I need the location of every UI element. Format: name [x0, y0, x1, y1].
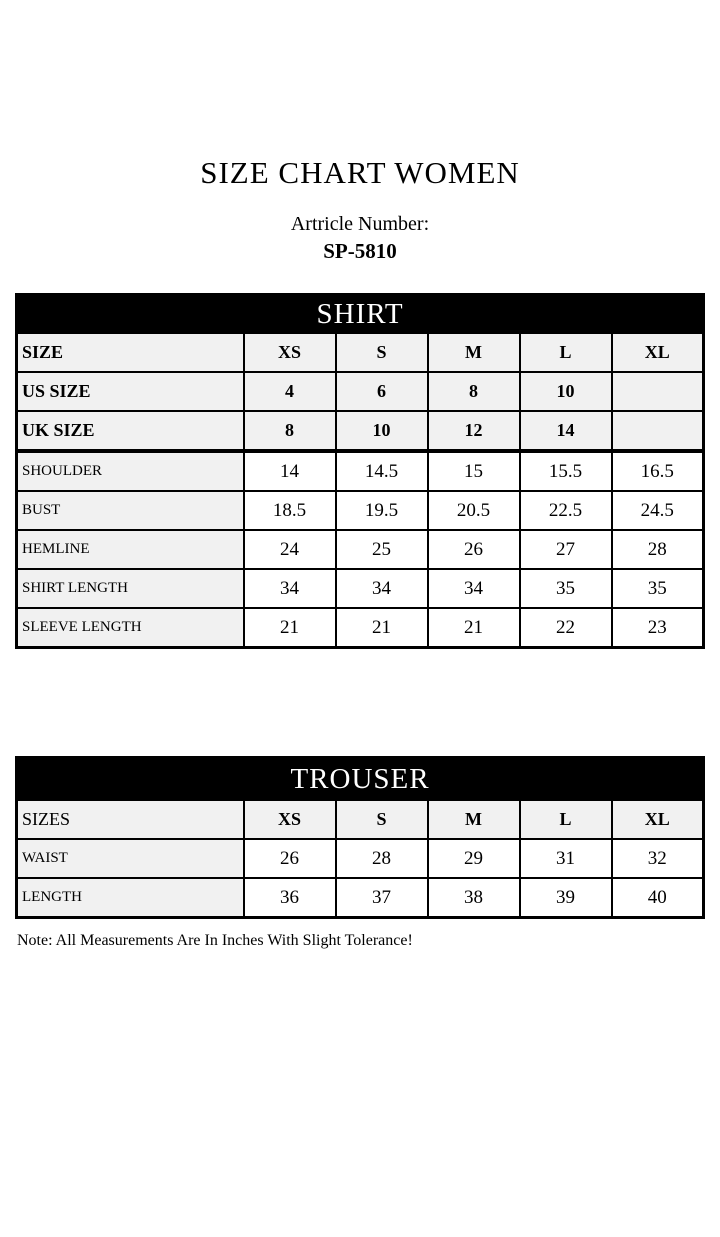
- row-label: US SIZE: [17, 372, 244, 411]
- table-row: [17, 372, 704, 411]
- table-row: [17, 333, 704, 372]
- trouser-size-table: [15, 756, 705, 919]
- size-cell: 28: [336, 839, 428, 878]
- trouser-banner-row: [17, 758, 704, 801]
- table-row: [17, 608, 704, 648]
- size-cell: XS: [244, 333, 336, 372]
- row-label: SIZES: [17, 800, 244, 839]
- size-cell: 31: [520, 839, 612, 878]
- size-cell: 37: [336, 878, 428, 918]
- row-label: SLEEVE LENGTH: [17, 608, 244, 648]
- size-cell: 29: [428, 839, 520, 878]
- size-cell: 19.5: [336, 491, 428, 530]
- table-row: [17, 530, 704, 569]
- size-cell: 10: [336, 411, 428, 451]
- row-label: SHIRT LENGTH: [17, 569, 244, 608]
- table-row: [17, 491, 704, 530]
- size-cell: 8: [428, 372, 520, 411]
- article-number-label: Artricle Number:: [290, 213, 430, 235]
- size-cell: [612, 411, 704, 451]
- table-row: [17, 411, 704, 451]
- size-cell: XL: [612, 800, 704, 839]
- size-cell: 23: [612, 608, 704, 648]
- size-cell: 21: [244, 608, 336, 648]
- size-cell: 12: [428, 411, 520, 451]
- table-row: [17, 569, 704, 608]
- size-cell: 22: [520, 608, 612, 648]
- size-cell: S: [336, 800, 428, 839]
- size-cell: 40: [612, 878, 704, 918]
- shirt-table-title: SHIRT: [17, 295, 704, 334]
- table-row: [17, 839, 704, 878]
- size-cell: 26: [428, 530, 520, 569]
- row-label: LENGTH: [17, 878, 244, 918]
- size-cell: 36: [244, 878, 336, 918]
- size-cell: XL: [612, 333, 704, 372]
- article-number-value: SP-5810: [323, 239, 397, 263]
- size-cell: 25: [336, 530, 428, 569]
- size-cell: 20.5: [428, 491, 520, 530]
- shirt-banner-row: [17, 295, 704, 334]
- size-cell: 35: [612, 569, 704, 608]
- size-cell: 14: [244, 451, 336, 491]
- row-label: BUST: [17, 491, 244, 530]
- size-cell: M: [428, 800, 520, 839]
- size-cell: 35: [520, 569, 612, 608]
- size-cell: 24: [244, 530, 336, 569]
- table-row: [17, 878, 704, 918]
- size-cell: 14: [520, 411, 612, 451]
- row-label: HEMLINE: [17, 530, 244, 569]
- trouser-table-title: TROUSER: [17, 758, 704, 801]
- size-cell: 34: [244, 569, 336, 608]
- row-label: WAIST: [17, 839, 244, 878]
- row-label: UK SIZE: [17, 411, 244, 451]
- size-cell: 15: [428, 451, 520, 491]
- size-cell: 10: [520, 372, 612, 411]
- size-cell: 8: [244, 411, 336, 451]
- shirt-size-table: [15, 293, 705, 649]
- size-cell: 18.5: [244, 491, 336, 530]
- size-cell: 22.5: [520, 491, 612, 530]
- size-cell: 32: [612, 839, 704, 878]
- size-cell: 28: [612, 530, 704, 569]
- size-cell: 21: [428, 608, 520, 648]
- table-row: [17, 800, 704, 839]
- size-cell: XS: [244, 800, 336, 839]
- page-title: SIZE CHART WOMEN: [200, 155, 520, 190]
- size-cell: 16.5: [612, 451, 704, 491]
- size-cell: 24.5: [612, 491, 704, 530]
- size-cell: 27: [520, 530, 612, 569]
- size-cell: L: [520, 800, 612, 839]
- row-label: SIZE: [17, 333, 244, 372]
- size-cell: 26: [244, 839, 336, 878]
- size-cell: S: [336, 333, 428, 372]
- measurement-note: Note: All Measurements Are In Inches With Slight Tolerance!: [17, 932, 413, 950]
- size-cell: 14.5: [336, 451, 428, 491]
- size-cell: 38: [428, 878, 520, 918]
- table-row: [17, 451, 704, 491]
- size-cell: 39: [520, 878, 612, 918]
- size-cell: M: [428, 333, 520, 372]
- size-cell: 34: [336, 569, 428, 608]
- size-cell: 15.5: [520, 451, 612, 491]
- size-cell: [612, 372, 704, 411]
- size-cell: 34: [428, 569, 520, 608]
- size-cell: L: [520, 333, 612, 372]
- size-cell: 21: [336, 608, 428, 648]
- size-cell: 4: [244, 372, 336, 411]
- size-cell: 6: [336, 372, 428, 411]
- row-label: SHOULDER: [17, 451, 244, 491]
